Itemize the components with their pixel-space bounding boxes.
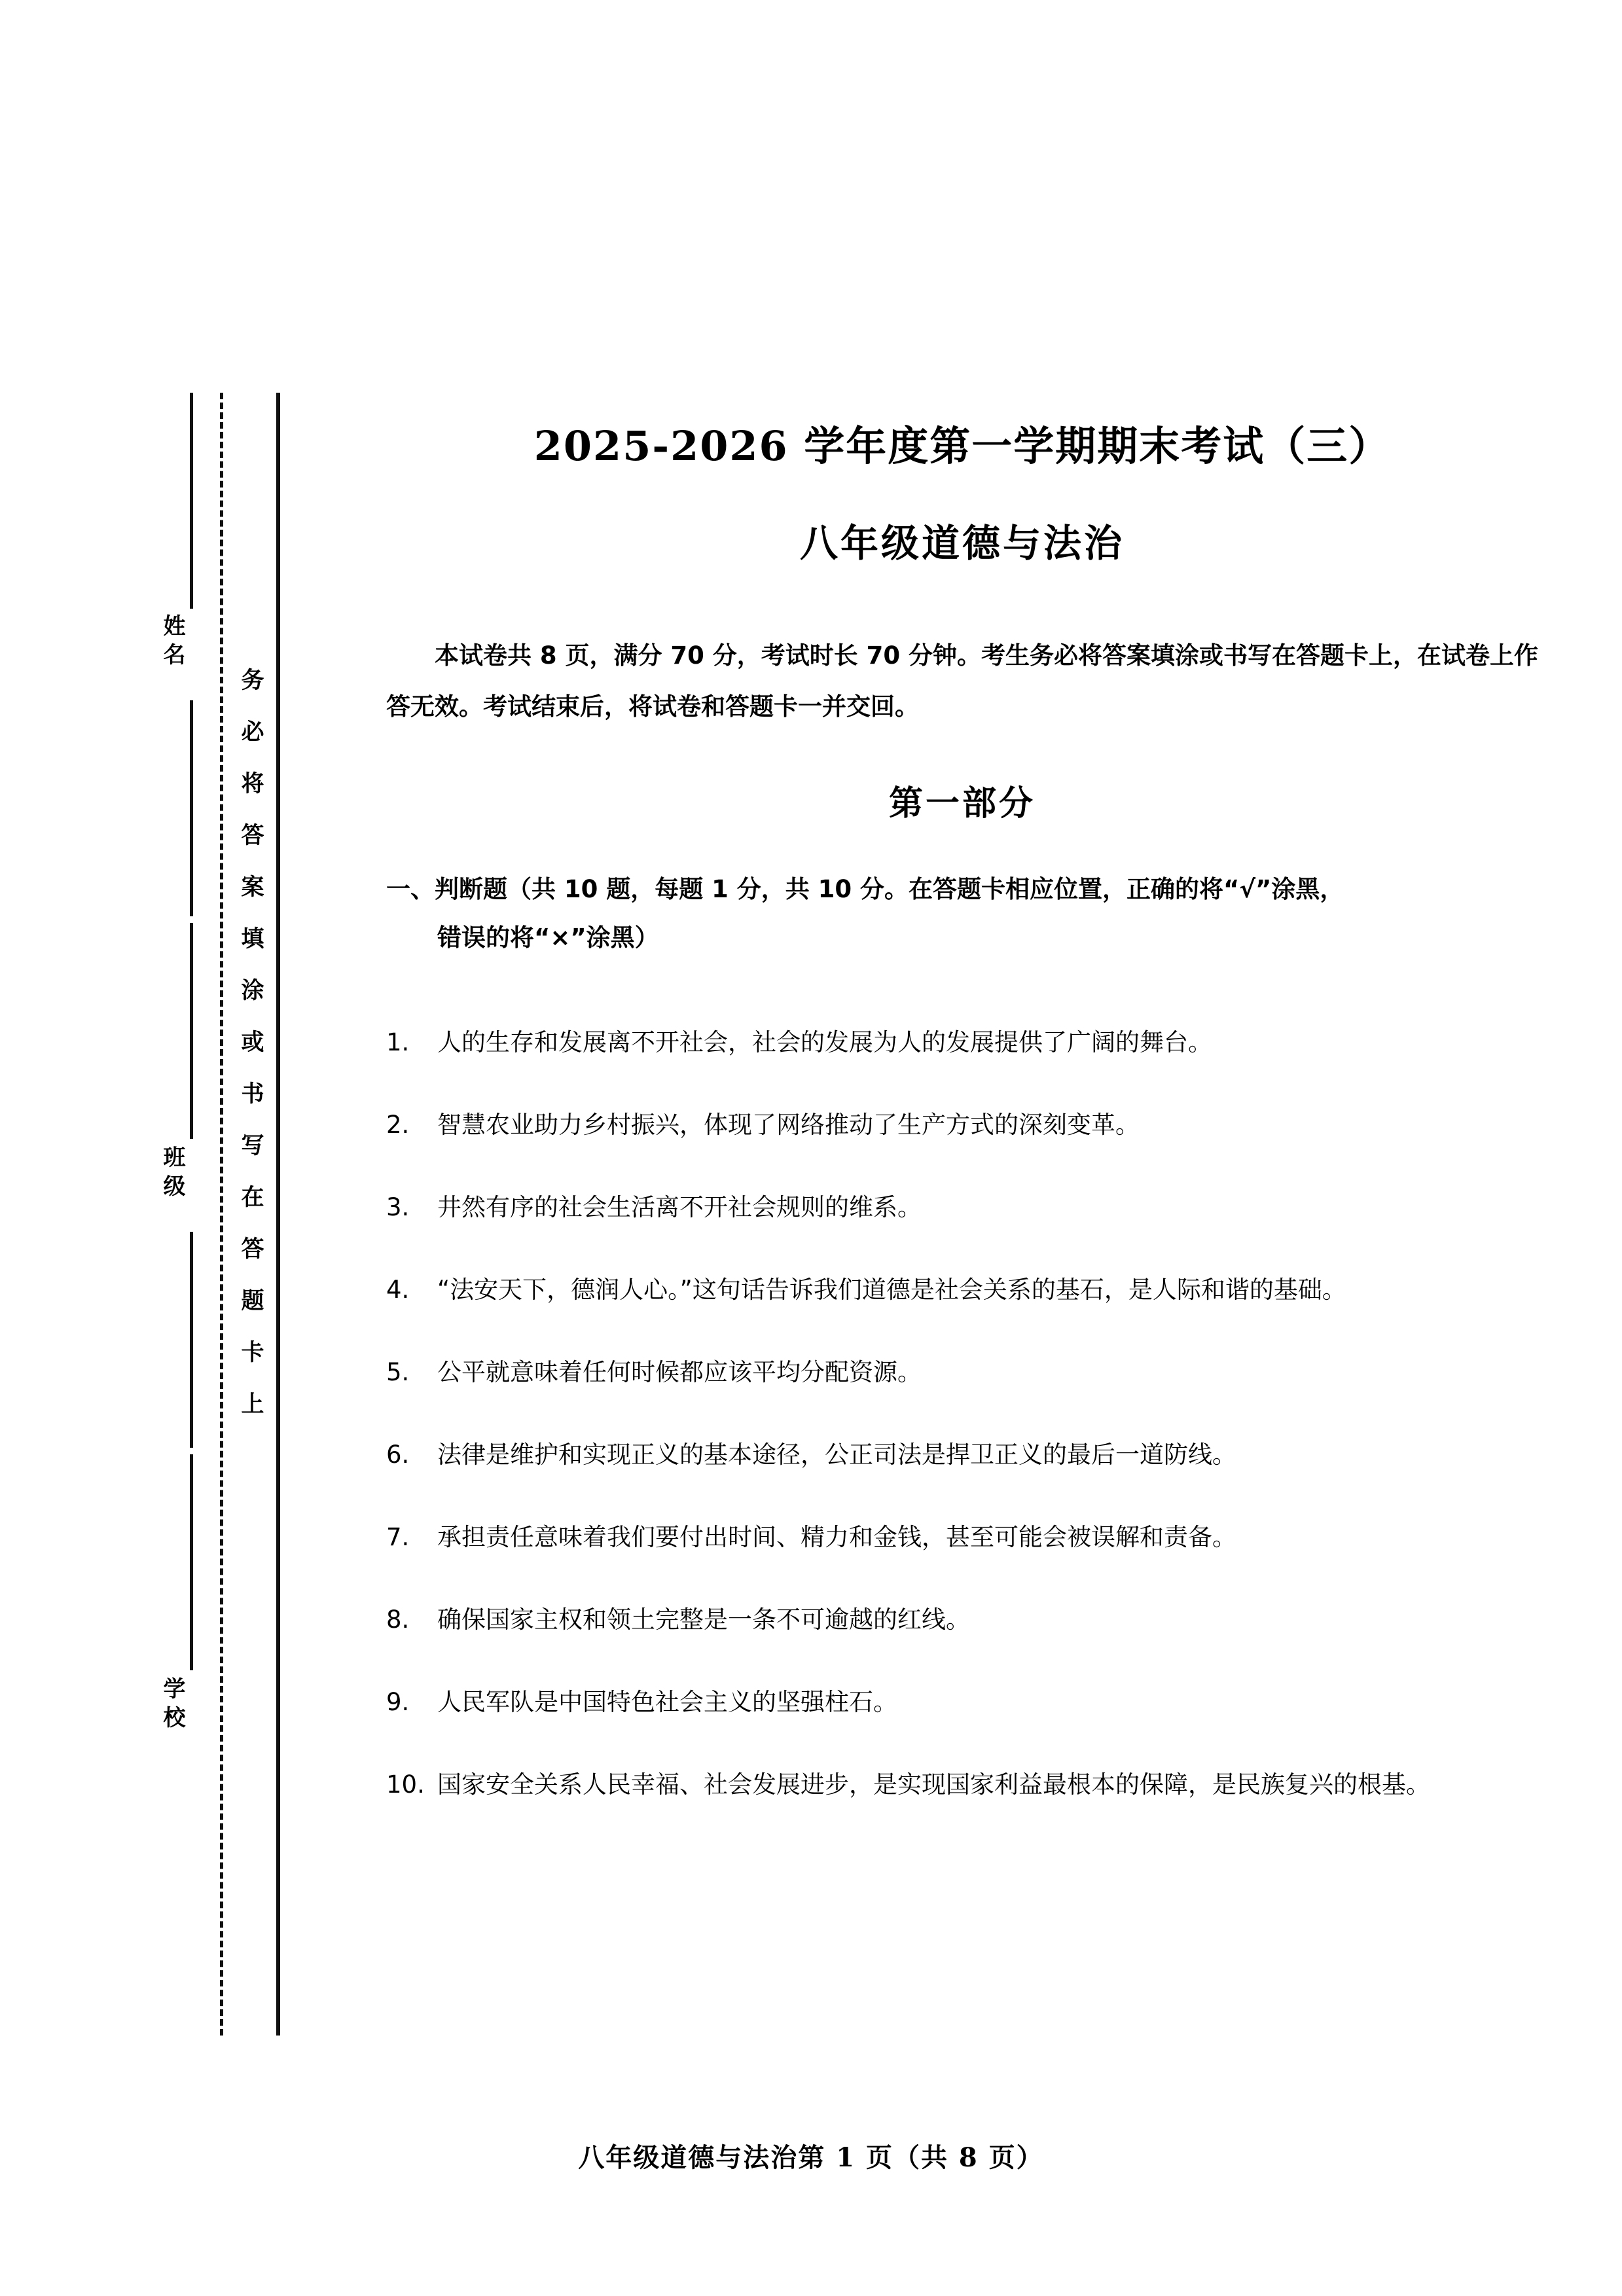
exam-subject-title: 八年级道德与法治: [799, 521, 1125, 565]
question-text: 承担责任意味着我们要付出时间、精力和金钱，甚至可能会被误解和责备。: [437, 1523, 1236, 1551]
class-field-rule-lower: [190, 1232, 193, 1448]
question-text: 智慧农业助力乡村振兴，体现了网络推动了生产方式的深刻变革。: [437, 1111, 1140, 1139]
section-directions-line-2: 错误的将“×”涂黑）: [437, 924, 659, 952]
question-item: [386, 1596, 1538, 1644]
question-text: 井然有序的社会生活离不开社会规则的维系。: [437, 1193, 922, 1221]
question-number: 4.: [386, 1276, 410, 1304]
seal-field-label-school: 学校: [159, 1677, 185, 1734]
question-number: 5.: [386, 1358, 410, 1386]
seal-solid-line: [276, 393, 280, 2036]
question-text: 人的生存和发展离不开社会，社会的发展为人的发展提供了广阔的舞台。: [437, 1028, 1212, 1056]
question-item: [386, 1431, 1538, 1479]
question-text: 法律是维护和实现正义的基本途径，公正司法是捍卫正义的最后一道防线。: [437, 1441, 1236, 1469]
question-item: [386, 1266, 1538, 1314]
seal-field-label-class: 班级: [159, 1145, 185, 1203]
question-item: [386, 1513, 1538, 1562]
seal-vertical-notice: 务必将答案填涂或书写在答题卡上: [238, 668, 264, 1443]
question-item: [386, 1018, 1538, 1067]
question-number: 2.: [386, 1111, 410, 1139]
question-number: 6.: [386, 1441, 410, 1469]
question-number: 8.: [386, 1605, 410, 1634]
part-one-heading: 第一部分: [888, 783, 1036, 823]
seal-dashed-line: [220, 393, 223, 2036]
exam-instructions: 本试卷共 8 页，满分 70 分，考试时长 70 分钟。考生务必将答案填涂或书写在答题卡上，在试卷上作答无效。考试结束后，将试卷和答题卡一并交回。: [386, 641, 1539, 721]
question-item: [386, 1678, 1538, 1727]
question-item: [386, 1183, 1538, 1232]
name-field-rule-lower: [190, 700, 193, 916]
question-text: 公平就意味着任何时候都应该平均分配资源。: [437, 1358, 922, 1386]
question-item: [386, 1761, 1538, 1809]
page-footer: 八年级道德与法治第 1 页（共 8 页）: [578, 2142, 1044, 2173]
seal-binding-column: [137, 393, 301, 2042]
school-field-rule: [190, 1454, 193, 1670]
section-directions-line-1: 一、判断题（共 10 题，每题 1 分，共 10 分。在答题卡相应位置，正确的将“√”涂黑，: [386, 875, 1344, 903]
question-number: 3.: [386, 1193, 410, 1221]
question-item: [386, 1101, 1538, 1149]
question-text: 人民军队是中国特色社会主义的坚强柱石。: [437, 1688, 897, 1716]
question-text: 国家安全关系人民幸福、社会发展进步，是实现国家利益最根本的保障，是民族复兴的根基。: [437, 1770, 1430, 1799]
exam-content: [386, 393, 1538, 1809]
exam-title: 2025-2026 学年度第一学期期末考试（三）: [533, 422, 1391, 470]
seal-field-label-name: 姓名: [159, 614, 185, 672]
question-number: 1.: [386, 1028, 410, 1056]
question-item: [386, 1348, 1538, 1397]
class-field-rule: [190, 923, 193, 1139]
question-text: 确保国家主权和领土完整是一条不可逾越的红线。: [437, 1605, 970, 1634]
section-directions: [386, 825, 1538, 962]
true-false-question-list: [386, 962, 1538, 1809]
name-field-rule: [190, 393, 193, 609]
question-number: 10.: [386, 1770, 425, 1799]
question-number: 7.: [386, 1523, 410, 1551]
question-number: 9.: [386, 1688, 410, 1716]
question-text: “法安天下，德润人心。”这句话告诉我们道德是社会关系的基石，是人际和谐的基础。: [437, 1276, 1346, 1304]
